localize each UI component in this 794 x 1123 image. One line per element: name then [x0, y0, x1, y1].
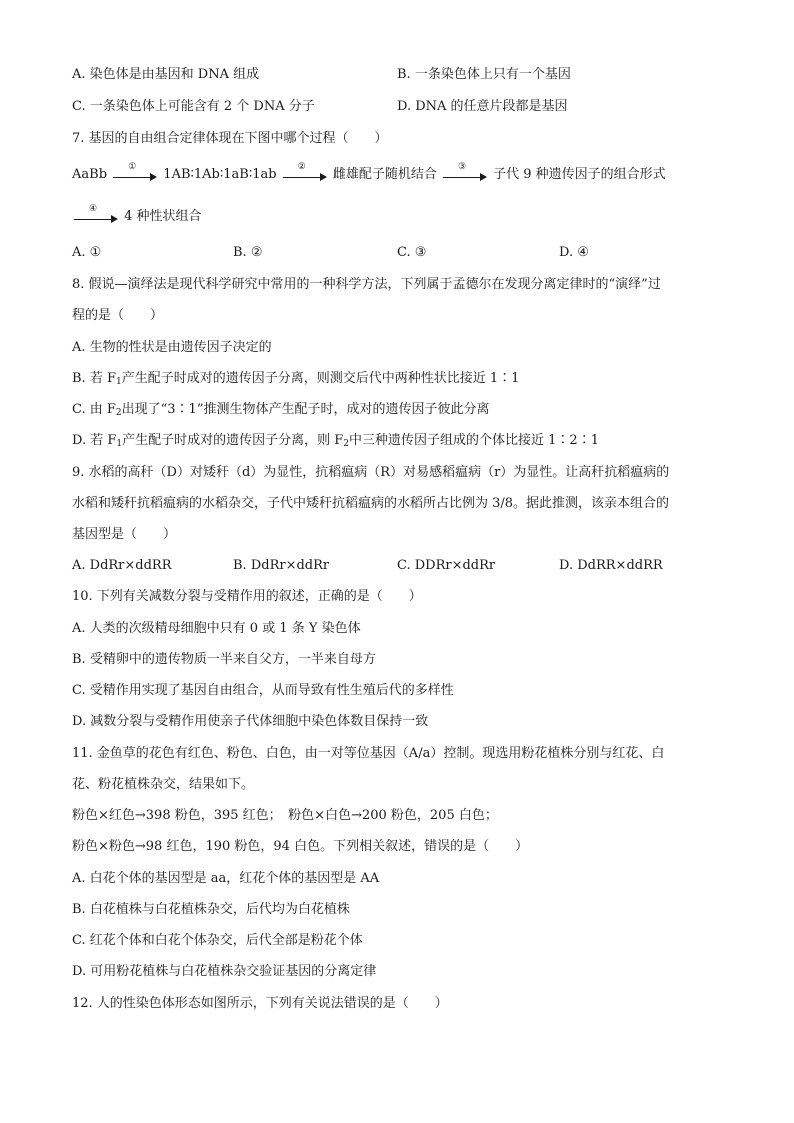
q6-option-a: A. 染色体是由基因和 DNA 组成: [72, 67, 260, 82]
q11-option-b: B. 白花植株与白花植株杂交，后代均为白花植株: [72, 902, 350, 917]
q10-option-b: B. 受精卵中的遗传物质一半来自父方，一半来自母方: [72, 652, 376, 667]
q7-flow-step2: 雌雄配子随机结合: [332, 167, 437, 182]
q6-option-b: B. 一条染色体上只有一个基因: [397, 67, 571, 82]
q7-option-c: C. ③: [397, 245, 427, 260]
q11-cross-results-2: 粉色×粉色→98 红色，190 粉色，94 白色。下列相关叙述，错误的是（ ）: [72, 839, 529, 854]
q9-option-b: B. DdRr×ddRr: [233, 558, 330, 573]
q7-stem: 7. 基因的自由组合定律体现在下图中哪个过程（ ）: [72, 131, 388, 146]
q7-arrow-1: ①: [113, 168, 157, 182]
q10-option-d: D. 减数分裂与受精作用使亲子代体细胞中染色体数目保持一致: [72, 714, 429, 729]
q6-option-c: C. 一条染色体上可能含有 2 个 DNA 分子: [72, 99, 315, 114]
q8-stem-line2: 程的是（ ）: [72, 308, 164, 323]
q7-option-b: B. ②: [233, 245, 263, 260]
q9-option-c: C. DDRr×ddRr: [397, 558, 496, 573]
q11-stem-line1: 11. 金鱼草的花色有红色、粉色、白色，由一对等位基因（A/a）控制。现选用粉花植株分别与红花、白: [72, 746, 665, 761]
q7-arrow-4: ④: [74, 210, 118, 224]
q7-flow-line1: [72, 161, 666, 184]
q10-stem: 10. 下列有关减数分裂与受精作用的叙述，正确的是（ ）: [72, 589, 422, 604]
q7-flow-start: AaBb: [72, 167, 108, 182]
q7-flow-step3: 子代 9 种遗传因子的组合形式: [493, 167, 666, 182]
q9-stem-line1: 9. 水稻的高秆（D）对矮秆（d）为显性，抗稻瘟病（R）对易感稻瘟病（r）为显性。让高秆抗稻瘟病的: [72, 465, 670, 480]
q9-stem-line3: 基因型是（ ）: [72, 527, 177, 542]
q11-option-a: A. 白花个体的基因型是 aa，红花个体的基因型是 AA: [72, 871, 380, 886]
q7-option-a: A. ①: [72, 245, 102, 260]
q9-stem-line2: 水稻和矮秆抗稻瘟病的水稻杂交，子代中矮秆抗稻瘟病的水稻所占比例为 3/8。据此推测，该亲本组合的: [72, 496, 670, 511]
q10-option-a: A. 人类的次级精母细胞中只有 0 或 1 条 Y 染色体: [72, 621, 361, 636]
q12-stem: 12. 人的性染色体形态如图所示，下列有关说法错误的是（ ）: [72, 996, 448, 1011]
q11-cross-results-1: 粉色×红色→398 粉色，395 红色； 粉色×白色→200 粉色，205 白色；: [72, 808, 498, 823]
q11-option-d: D. 可用粉花植株与白花植株杂交验证基因的分离定律: [72, 964, 377, 979]
q7-flow-line2: [72, 203, 202, 226]
q9-option-a: A. DdRr×ddRR: [72, 558, 172, 573]
q9-option-d: D. DdRR×ddRR: [559, 558, 663, 573]
q8-stem-line1: 8. 假说—演绎法是现代科学研究中常用的一种科学方法，下列属于孟德尔在发现分离定律时的“演绎”过: [72, 277, 661, 292]
q8-option-a: A. 生物的性状是由遗传因子决定的: [72, 340, 272, 355]
q6-option-d: D. DNA 的任意片段都是基因: [397, 99, 568, 114]
q11-stem-line2: 花、粉花植株杂交，结果如下。: [72, 777, 255, 792]
q8-option-c: C. 由 $F_2$出现了“3∶1”推测生物体产生配子时，成对的遗传因子彼此分离: [72, 402, 490, 418]
q7-flow-step4: 4 种性状组合: [124, 209, 202, 224]
q10-option-c: C. 受精作用实现了基因自由组合，从而导致有性生殖后代的多样性: [72, 683, 454, 698]
q8-option-b: B. 若 $F_1$产生配子时成对的遗传因子分离，则测交后代中两种性状比接近 1∶1: [72, 371, 520, 387]
q7-arrow-3: ③: [443, 168, 487, 182]
q7-flow-gametes: 1AB∶1Ab∶1aB∶1ab: [163, 167, 277, 182]
q7-option-d: D. ④: [559, 245, 589, 260]
q11-option-c: C. 红花个体和白花个体杂交，后代全部是粉花个体: [72, 933, 363, 948]
q7-arrow-2: ②: [283, 168, 327, 182]
q8-option-d: D. 若 $F_1$产生配子时成对的遗传因子分离，则 $F_2$中三种遗传因子组成的个体比接近 1∶2∶1: [72, 433, 599, 449]
